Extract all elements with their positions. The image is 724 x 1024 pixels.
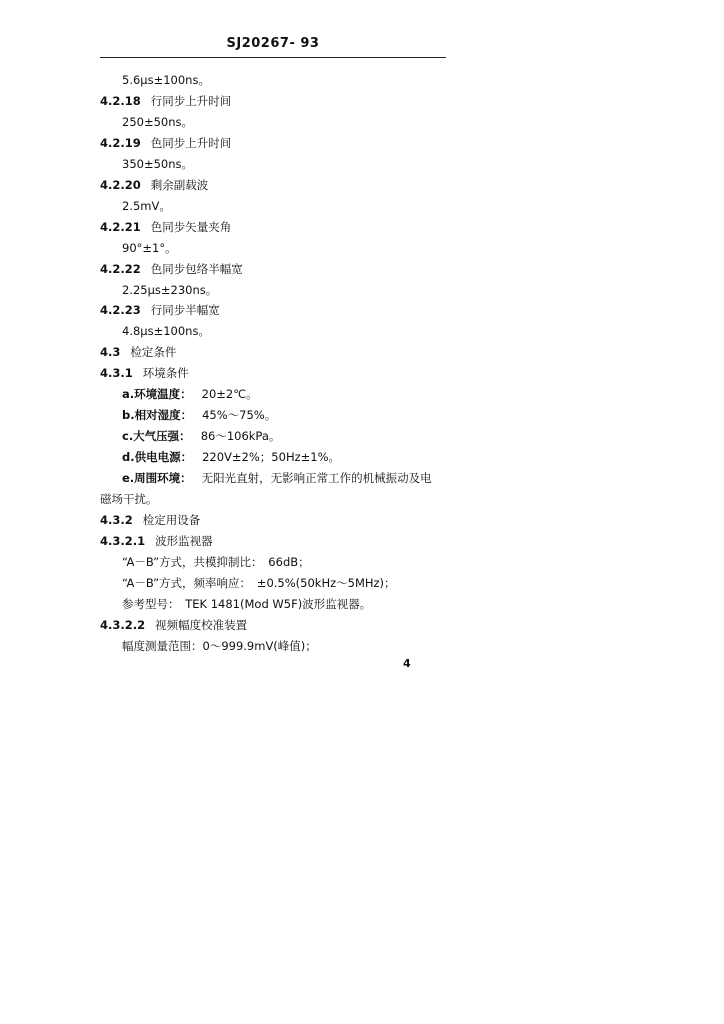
section-heading bbox=[100, 261, 243, 277]
section-number: 4.2.18 bbox=[100, 94, 141, 108]
section-heading bbox=[100, 177, 208, 193]
list-item bbox=[122, 407, 276, 423]
section-heading bbox=[100, 93, 231, 109]
list-item-label: b.相对湿度： bbox=[122, 408, 193, 423]
list-item bbox=[122, 428, 280, 444]
spec-value: 2.25μs±230ns。 bbox=[122, 282, 218, 297]
list-item-label: d.供电电源： bbox=[122, 450, 193, 465]
page-number: 4 bbox=[403, 657, 411, 670]
list-item-label: a.环境温度： bbox=[122, 387, 192, 402]
section-title: 行同步半幅宽 bbox=[150, 303, 220, 318]
spec-value: 250±50ns。 bbox=[122, 114, 193, 129]
spec-value: 4.8μs±100ns。 bbox=[122, 324, 210, 339]
list-item-value: 45%～75%。 bbox=[202, 408, 277, 423]
continuation-text: 磁场干扰。 bbox=[100, 492, 158, 506]
list-item bbox=[122, 449, 340, 465]
list-item-value: 220V±2%；50Hz±1%。 bbox=[202, 450, 341, 465]
spec-value: 参考型号： TEK 1481(Mod W5F)波形监视器。 bbox=[122, 596, 372, 611]
spec-value: 5.6μs±100ns。 bbox=[122, 73, 210, 87]
spec-value: 2.5mV。 bbox=[122, 198, 171, 213]
section-title: 色同步包络半幅宽 bbox=[150, 261, 243, 276]
list-item bbox=[122, 470, 432, 486]
section-number: 4.3.1 bbox=[100, 366, 133, 381]
section-heading bbox=[100, 302, 220, 318]
section-title: 色同步矢量夹角 bbox=[150, 219, 232, 234]
section-number: 4.2.22 bbox=[100, 261, 141, 276]
section-number: 4.2.20 bbox=[100, 177, 141, 192]
section-title: 检定条件 bbox=[130, 345, 177, 360]
list-item-label: c.大气压强： bbox=[122, 429, 191, 444]
section-heading bbox=[100, 512, 200, 528]
list-item-value: 20±2℃。 bbox=[201, 387, 258, 402]
spec-value: 幅度测量范围：0～999.9mV(峰值)； bbox=[122, 638, 317, 653]
list-item-value: 无阳光直射，无影响正常工作的机械振动及电 bbox=[201, 471, 432, 486]
section-heading bbox=[100, 135, 231, 151]
header-rule bbox=[100, 57, 446, 58]
section-heading bbox=[100, 365, 189, 381]
spec-value: 90°±1°。 bbox=[122, 240, 177, 255]
section-number: 4.3.2 bbox=[100, 512, 133, 527]
section-title: 剩余副载波 bbox=[150, 177, 209, 192]
section-heading bbox=[100, 617, 247, 633]
section-number: 4.3 bbox=[100, 345, 121, 360]
spec-value: 350±50ns。 bbox=[122, 156, 193, 171]
section-title: 色同步上升时间 bbox=[150, 135, 232, 150]
page-header: SJ20267- 93 bbox=[226, 36, 320, 51]
section-title: 检定用设备 bbox=[142, 512, 201, 527]
list-item bbox=[122, 386, 258, 402]
list-item-label: e.周围环境： bbox=[122, 471, 192, 486]
section-title: 波形监视器 bbox=[155, 533, 213, 548]
spec-value: “A－B”方式，共模抑制比： 66dB； bbox=[122, 554, 310, 569]
section-number: 4.2.19 bbox=[100, 135, 141, 150]
section-heading bbox=[100, 219, 231, 235]
section-title: 环境条件 bbox=[142, 366, 189, 381]
section-title: 视频幅度校准装置 bbox=[155, 617, 248, 632]
section-number: 4.3.2.2 bbox=[100, 617, 146, 632]
spec-value: “A－B”方式，频率响应： ±0.5%(50kHz～5MHz)； bbox=[122, 575, 396, 590]
section-number: 4.2.23 bbox=[100, 303, 141, 318]
section-heading bbox=[100, 344, 176, 360]
list-item-value: 86～106kPa。 bbox=[200, 429, 281, 444]
section-number: 4.2.21 bbox=[100, 219, 141, 234]
section-heading bbox=[100, 533, 213, 549]
section-number: 4.3.2.1 bbox=[100, 533, 146, 548]
section-title: 行同步上升时间 bbox=[150, 94, 232, 108]
